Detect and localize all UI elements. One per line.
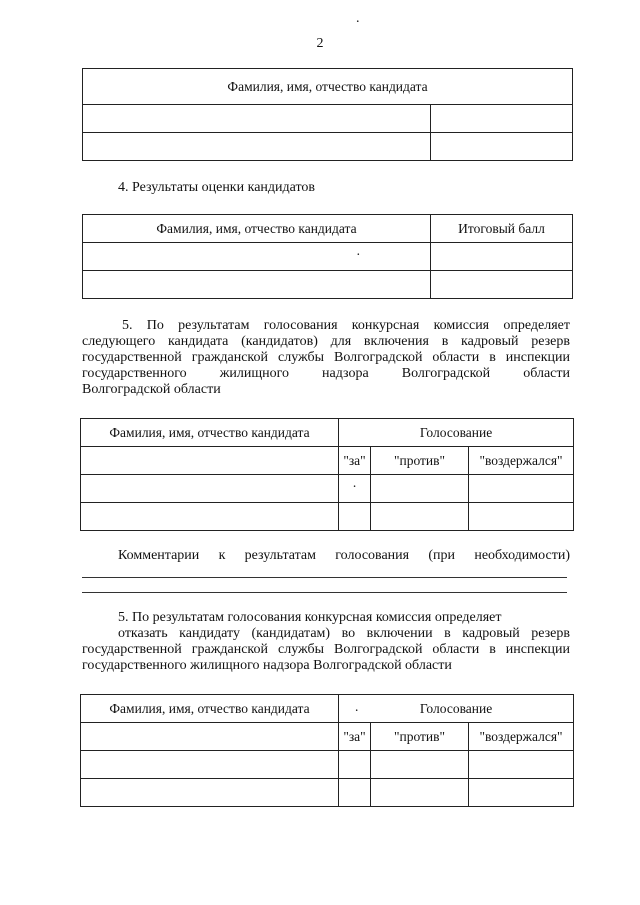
table-cell	[81, 447, 339, 475]
name-column-header: Фамилия, имя, отчество кандидата	[81, 695, 339, 723]
table-cell	[81, 475, 339, 503]
paragraph-line: государственного жилищного надзора Волгоградской области	[82, 658, 452, 673]
table-cell	[81, 779, 339, 807]
table-cell	[469, 503, 574, 531]
table-cell	[431, 271, 573, 299]
table-cell	[81, 751, 339, 779]
voting-table-reject	[80, 694, 574, 807]
table-cell	[469, 779, 574, 807]
section-5b-paragraph	[82, 610, 570, 674]
table-cell	[371, 475, 469, 503]
page-number: 2	[316, 36, 324, 51]
table-cell	[339, 751, 371, 779]
table-cell	[83, 105, 431, 133]
table-cell	[431, 133, 573, 161]
against-column-header: "против"	[371, 447, 469, 475]
table-cell	[339, 779, 371, 807]
table-cell	[83, 271, 431, 299]
table-cell	[81, 503, 339, 531]
table-cell	[339, 503, 371, 531]
comment-blank-line	[82, 592, 567, 593]
comment-blank-line	[82, 577, 567, 578]
comments-line	[118, 548, 570, 564]
abstain-column-header: "воздержался"	[469, 723, 574, 751]
evaluation-table	[82, 214, 573, 299]
cell-dot: .	[355, 699, 359, 714]
paragraph-line: государственной гражданской службы Волгоградской области в инспекции	[82, 642, 570, 657]
cell-dot: .	[352, 475, 357, 490]
paragraph-line: государственной гражданской службы Волгоградской области в инспекции	[82, 350, 570, 365]
paragraph-line: следующего кандидата (кандидатов) для включения в кадровый резерв	[82, 334, 570, 349]
decor-dot: .	[356, 11, 360, 26]
for-column-header: "за"	[339, 447, 371, 475]
paragraph-line: отказать кандидату (кандидатам) во включении в кадровый резерв	[118, 626, 570, 641]
paragraph-line: 5. По результатам голосования конкурсная комиссия определяет	[118, 610, 502, 625]
voting-table-include	[80, 418, 574, 531]
table-cell	[431, 105, 573, 133]
candidates-table	[82, 68, 573, 161]
name-column-header: Фамилия, имя, отчество кандидата	[81, 419, 339, 447]
paragraph-line: 5. По результатам голосования конкурсная комиссия определяет	[122, 318, 570, 333]
name-column-header: Фамилия, имя, отчество кандидата	[83, 215, 431, 243]
table-cell	[81, 723, 339, 751]
table-cell	[371, 779, 469, 807]
against-column-header: "против"	[371, 723, 469, 751]
paragraph-line: Волгоградской области	[82, 382, 221, 397]
for-column-header: "за"	[339, 723, 371, 751]
table-cell	[83, 243, 431, 271]
table-cell	[469, 475, 574, 503]
comments-text: Комментарии к результатам голосования (при необходимости)	[118, 548, 570, 563]
section-4-heading: 4. Результаты оценки кандидатов	[118, 180, 316, 195]
section-5a-paragraph	[82, 318, 570, 398]
vote-header-label: Голосование	[419, 700, 493, 716]
vote-column-header	[339, 695, 574, 723]
table-header: Фамилия, имя, отчество кандидата	[83, 69, 573, 105]
table-cell	[83, 133, 431, 161]
table-cell	[431, 243, 573, 271]
table-cell	[371, 503, 469, 531]
paragraph-line: государственного жилищного надзора Волгоградской области	[82, 366, 570, 381]
score-column-header: Итоговый балл	[431, 215, 573, 243]
vote-column-header: Голосование	[339, 419, 574, 447]
cell-dot: .	[356, 243, 360, 258]
table-cell	[371, 751, 469, 779]
abstain-column-header: "воздержался"	[469, 447, 574, 475]
table-cell	[469, 751, 574, 779]
table-cell	[339, 475, 371, 503]
